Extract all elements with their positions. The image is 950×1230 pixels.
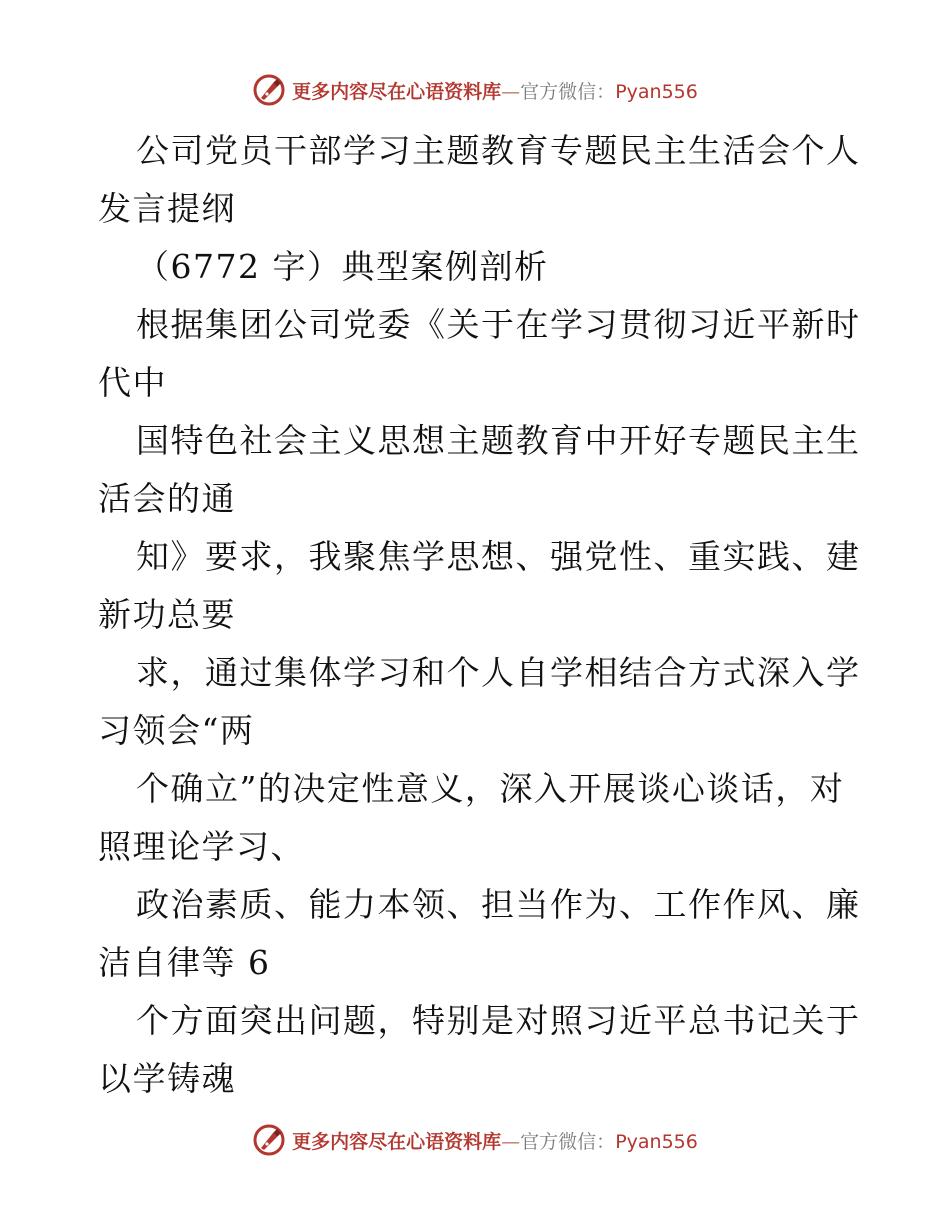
title-line-1: 公司党员干部学习主题教育专题民主生活会个人: [136, 131, 861, 170]
paragraph-line: 政治素质、能力本领、担当作为、工作作风、廉: [136, 885, 861, 924]
header-banner-official: 官方微信：: [520, 80, 616, 103]
paragraph-line: 根据集团公司党委《关于在学习贯彻习近平新时: [136, 305, 861, 344]
footer-banner-wechat-id: Pyan556: [615, 1130, 698, 1153]
paragraph-line: 个方面突出问题，特别是对照习近平总书记关于: [136, 1001, 861, 1040]
footer-banner-text: [292, 1127, 698, 1154]
paragraph-line: 新功总要: [98, 595, 236, 634]
footer-banner-separator: —: [501, 1130, 521, 1153]
paragraph-line: 知》要求，我聚焦学思想、强党性、重实践、建: [136, 537, 861, 576]
paragraph-line: 国特色社会主义思想主题教育中开好专题民主生: [136, 421, 861, 460]
paragraph-line: 活会的通: [98, 479, 236, 518]
paragraph-line: 习领会“两: [98, 711, 255, 750]
header-banner-text: [292, 77, 698, 104]
paragraph-line: 洁自律等 6: [98, 943, 271, 982]
document-body: [98, 122, 861, 1108]
footer-banner-main: 更多内容尽在心语资料库: [292, 1130, 502, 1153]
title-line-2: 发言提纲: [98, 189, 236, 228]
footer-banner: [0, 1120, 950, 1160]
subtitle-line: （6772 字）典型案例剖析: [136, 247, 549, 286]
header-banner-wechat-id: Pyan556: [615, 80, 698, 103]
header-banner: [0, 70, 950, 110]
paragraph-line: 个确立”的决定性意义，深入开展谈心谈话，对: [136, 769, 845, 808]
header-banner-separator: —: [501, 80, 521, 103]
pen-nib-logo-icon: [252, 73, 286, 107]
paragraph-line: 代中: [98, 363, 167, 402]
paragraph-line: 照理论学习、: [98, 827, 305, 866]
header-banner-main: 更多内容尽在心语资料库: [292, 80, 502, 103]
paragraph-line: 以学铸魂: [98, 1059, 236, 1098]
paragraph-line: 求，通过集体学习和个人自学相结合方式深入学: [136, 653, 861, 692]
pen-nib-logo-icon: [252, 1123, 286, 1157]
footer-banner-official: 官方微信：: [520, 1130, 616, 1153]
